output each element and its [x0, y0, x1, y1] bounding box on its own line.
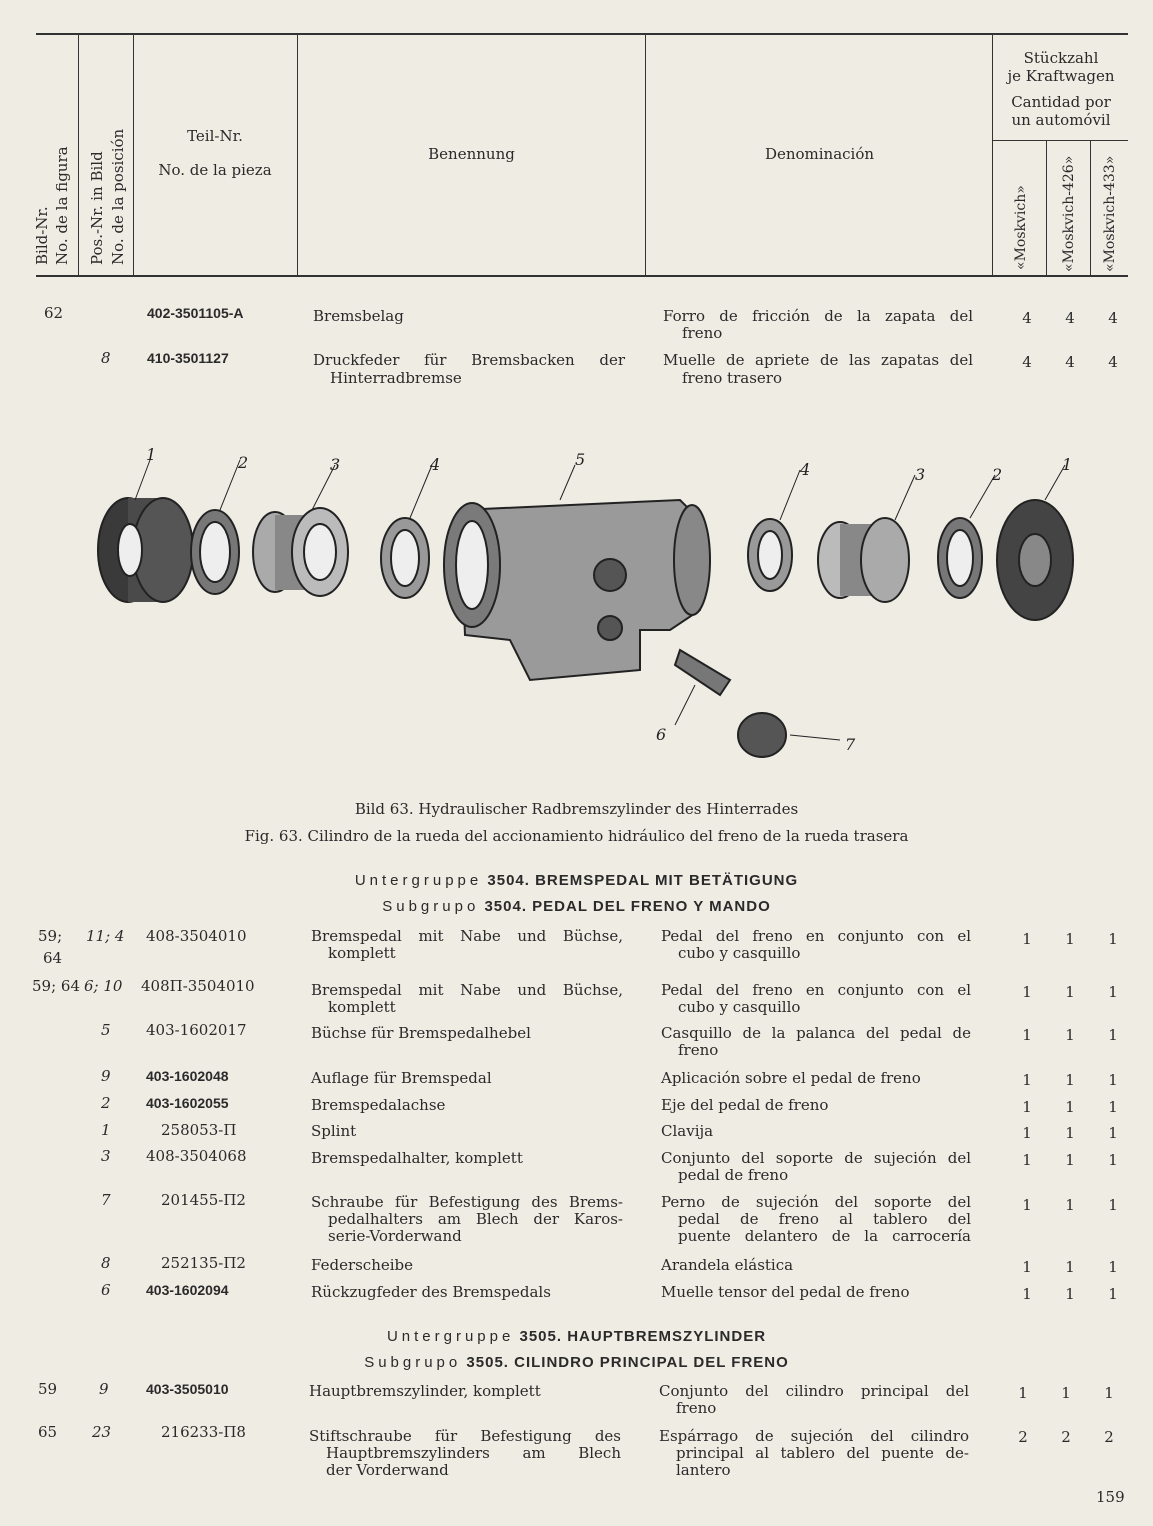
qty-moskvich: 4: [1022, 353, 1032, 371]
denominacion-cont: freno: [682, 324, 723, 342]
denominacion-cont: pedal de freno al tablero del: [678, 1210, 971, 1228]
qty-433: 1: [1108, 1124, 1118, 1142]
qty-433: 1: [1108, 1285, 1118, 1303]
benennung: Schraube für Befestigung des Brems-: [311, 1193, 623, 1211]
benennung-cont: der Vorderwand: [326, 1461, 449, 1479]
qty-moskvich: 1: [1022, 1258, 1032, 1276]
bild-nr: 59;: [38, 927, 63, 945]
pos-nr: 3: [101, 1147, 111, 1165]
part-number: 408-3504010: [146, 927, 247, 945]
benennung: Rückzugfeder des Bremspedals: [311, 1283, 551, 1301]
denominacion: Conjunto del soporte de sujeción del: [661, 1149, 971, 1167]
qty-426: 1: [1065, 1026, 1075, 1044]
fig-label: 5: [575, 450, 586, 469]
qty-433: 1: [1108, 983, 1118, 1001]
benennung: Bremspedalhalter, komplett: [311, 1149, 523, 1167]
benennung: Büchse für Bremspedalhebel: [311, 1024, 531, 1042]
heading-prefix: Untergruppe: [386, 1328, 515, 1345]
header-automovil: un automóvil: [1011, 111, 1111, 129]
bild-nr: 59; 64: [32, 977, 80, 995]
benennung-cont: pedalhalters am Blech der Karos-: [328, 1210, 623, 1228]
qty-426: 1: [1065, 1258, 1075, 1276]
header-benennung: Benennung: [428, 145, 515, 163]
pos-nr: 6: [101, 1281, 111, 1299]
header-model-433: «Moskvich-433»: [1102, 155, 1118, 272]
heading-title: 3505. HAUPTBREMSZYLINDER: [519, 1328, 767, 1345]
qty-426: 1: [1065, 983, 1075, 1001]
header-pos-posicion: No. de la posición: [109, 128, 127, 265]
header-model-426: «Moskvich-426»: [1061, 155, 1077, 272]
fig-label: 2: [992, 465, 1003, 484]
pos-nr: 23: [92, 1423, 112, 1441]
part-number: 201455-П2: [161, 1191, 246, 1209]
part-number: 410-3501127: [147, 350, 229, 366]
qty-426: 1: [1065, 1071, 1075, 1089]
heading-title: 3504. PEDAL DEL FRENO Y MANDO: [484, 898, 771, 915]
header-no-pieza: No. de la pieza: [158, 161, 272, 179]
qty-moskvich: 1: [1018, 1384, 1028, 1402]
denominacion: Muelle de apriete de las zapatas del: [663, 351, 973, 369]
group-heading-es: [0, 1354, 1153, 1371]
benennung: Splint: [311, 1122, 357, 1140]
fig-label: 3: [330, 455, 341, 474]
qty-426: 1: [1065, 1285, 1075, 1303]
bild-nr: 65: [38, 1423, 58, 1441]
qty-426: 4: [1065, 309, 1075, 327]
fig-label: 1: [1062, 455, 1073, 474]
denominacion: Espárrago de sujeción del cilindro: [659, 1427, 969, 1445]
pos-nr: 9: [101, 1067, 111, 1085]
bild-nr: 59: [38, 1380, 58, 1398]
benennung: Bremspedal mit Nabe und Büchse,: [311, 927, 623, 945]
qty-moskvich: 1: [1022, 1196, 1032, 1214]
denominacion: Pedal del freno en conjunto con el: [661, 927, 971, 945]
group-heading-de: [0, 1328, 1153, 1345]
denominacion: Perno de sujeción del soporte del: [661, 1193, 971, 1211]
part-number: 258053-П: [161, 1121, 237, 1139]
benennung: Federscheibe: [311, 1256, 414, 1274]
heading-title: 3504. BREMSPEDAL MIT BETÄTIGUNG: [487, 872, 799, 889]
denominacion-cont: freno trasero: [682, 369, 782, 387]
denominacion-cont: principal al tablero del puente de-: [676, 1444, 969, 1462]
header-pos-nr: Pos.-Nr. in Bild: [88, 151, 106, 265]
part-number: 402-3501105-A: [147, 305, 244, 321]
fig-label: 6: [656, 725, 667, 744]
part-number: 403-1602055: [146, 1095, 229, 1111]
benennung-cont: Hinterradbremse: [330, 369, 462, 387]
qty-moskvich: 4: [1022, 309, 1032, 327]
header-kraftwagen: je Kraftwagen: [1007, 67, 1115, 85]
pos-nr: 11; 4: [86, 927, 125, 945]
denominacion-cont: pedal de freno: [678, 1166, 789, 1184]
denominacion: Clavija: [661, 1122, 714, 1140]
denominacion-cont: lantero: [676, 1461, 731, 1479]
qty-moskvich: 1: [1022, 1098, 1032, 1116]
denominacion: Aplicación sobre el pedal de freno: [661, 1069, 921, 1087]
denominacion: Pedal del freno en conjunto con el: [661, 981, 971, 999]
figure-caption-es: Fig. 63. Cilindro de la rueda del accionamiento hidráulico del freno de la rueda trasera: [244, 827, 909, 845]
qty-433: 1: [1108, 1196, 1118, 1214]
pos-nr: 8: [101, 1254, 111, 1272]
qty-426: 1: [1065, 1098, 1075, 1116]
qty-426: 1: [1065, 1196, 1075, 1214]
heading-prefix: Subgrupo: [364, 1354, 462, 1371]
pos-nr: 9: [99, 1380, 109, 1398]
benennung-cont: serie-Vorderwand: [328, 1227, 462, 1245]
header-teil-nr: Teil-Nr.: [187, 127, 243, 145]
header-bild-nr: Bild-Nr.: [33, 206, 51, 265]
page-number: 159: [1096, 1488, 1125, 1506]
fig-label: 4: [800, 460, 811, 479]
fig-label: 4: [430, 455, 441, 474]
qty-426: 1: [1065, 1124, 1075, 1142]
fig-label: 7: [845, 735, 856, 754]
heading-prefix: Untergruppe: [354, 872, 483, 889]
qty-433: 1: [1108, 1258, 1118, 1276]
part-number: 403-1602094: [146, 1282, 229, 1298]
figure-63: [80, 440, 1080, 790]
qty-moskvich: 1: [1022, 1026, 1032, 1044]
header-denominacion: Denominación: [764, 145, 875, 163]
part-number: 403-3505010: [146, 1381, 229, 1397]
denominacion-cont: cubo y casquillo: [678, 944, 801, 962]
part-number: 403-1602048: [146, 1068, 229, 1084]
benennung: Bremspedalachse: [311, 1096, 446, 1114]
qty-426: 1: [1065, 930, 1075, 948]
bild-nr-cont: 64: [43, 949, 63, 967]
pos-nr: 1: [101, 1121, 111, 1139]
fig-label: 2: [238, 453, 249, 472]
qty-433: 1: [1108, 1026, 1118, 1044]
pos-nr: 8: [101, 349, 111, 367]
denominacion: Arandela elástica: [661, 1256, 794, 1274]
heading-prefix: Subgrupo: [382, 898, 480, 915]
header-stueckzahl: Stückzahl: [1023, 49, 1099, 67]
denominacion-cont: freno: [678, 1041, 719, 1059]
qty-433: 1: [1104, 1384, 1114, 1402]
qty-433: 2: [1104, 1428, 1114, 1446]
qty-moskvich: 2: [1018, 1428, 1028, 1446]
qty-moskvich: 1: [1022, 1285, 1032, 1303]
qty-moskvich: 1: [1022, 1124, 1032, 1142]
part-number: 252135-П2: [161, 1254, 246, 1272]
denominacion: Conjunto del cilindro principal del: [659, 1382, 969, 1400]
header-cantidad: Cantidad por: [1011, 93, 1111, 111]
header-bild-figura: No. de la figura: [53, 146, 71, 265]
qty-433: 1: [1108, 930, 1118, 948]
benennung-cont: Hauptbremszylinders am Blech: [326, 1444, 621, 1462]
denominacion-cont: freno: [676, 1399, 717, 1417]
pos-nr: 6; 10: [84, 977, 123, 995]
qty-426: 1: [1061, 1384, 1071, 1402]
fig-label: 3: [915, 465, 926, 484]
qty-moskvich: 1: [1022, 930, 1032, 948]
denominacion: Forro de fricción de la zapata del: [663, 307, 973, 325]
benennung-cont: komplett: [328, 944, 396, 962]
group-heading-de: [0, 872, 1153, 889]
denominacion: Muelle tensor del pedal de freno: [661, 1283, 910, 1301]
qty-moskvich: 1: [1022, 1071, 1032, 1089]
qty-433: 4: [1108, 309, 1118, 327]
heading-title: 3505. CILINDRO PRINCIPAL DEL FRENO: [466, 1354, 789, 1371]
figure-caption-de: Bild 63. Hydraulischer Radbremszylinder des Hinterrades: [354, 800, 799, 818]
qty-433: 1: [1108, 1071, 1118, 1089]
qty-433: 1: [1108, 1151, 1118, 1169]
benennung: Bremsbelag: [313, 307, 404, 325]
qty-433: 1: [1108, 1098, 1118, 1116]
benennung: Auflage für Bremspedal: [311, 1069, 492, 1087]
qty-426: 1: [1065, 1151, 1075, 1169]
part-number: 403-1602017: [146, 1021, 247, 1039]
qty-426: 4: [1065, 353, 1075, 371]
part-number: 408П-3504010: [141, 977, 255, 995]
denominacion: Eje del pedal de freno: [661, 1096, 829, 1114]
fig-label: 1: [146, 445, 157, 464]
benennung-cont: komplett: [328, 998, 396, 1016]
qty-moskvich: 1: [1022, 983, 1032, 1001]
pos-nr: 5: [101, 1021, 111, 1039]
pos-nr: 7: [101, 1191, 111, 1209]
qty-426: 2: [1061, 1428, 1071, 1446]
benennung: Stiftschraube für Befestigung des: [309, 1427, 621, 1445]
denominacion-cont: cubo y casquillo: [678, 998, 801, 1016]
benennung: Bremspedal mit Nabe und Büchse,: [311, 981, 623, 999]
pos-nr: 2: [101, 1094, 111, 1112]
group-heading-es: [0, 898, 1153, 915]
qty-moskvich: 1: [1022, 1151, 1032, 1169]
bild-nr: 62: [44, 304, 64, 322]
part-number: 408-3504068: [146, 1147, 247, 1165]
header-model-moskvich: «Moskvich»: [1013, 185, 1029, 270]
denominacion: Casquillo de la palanca del pedal de: [661, 1024, 971, 1042]
benennung: Hauptbremszylinder, komplett: [309, 1382, 541, 1400]
benennung: Druckfeder für Bremsbacken der: [313, 351, 625, 369]
part-number: 216233-П8: [161, 1423, 246, 1441]
denominacion-cont: puente delantero de la carrocería: [678, 1227, 971, 1245]
brake-cylinder-exploded-view: [80, 440, 1080, 790]
qty-433: 4: [1108, 353, 1118, 371]
